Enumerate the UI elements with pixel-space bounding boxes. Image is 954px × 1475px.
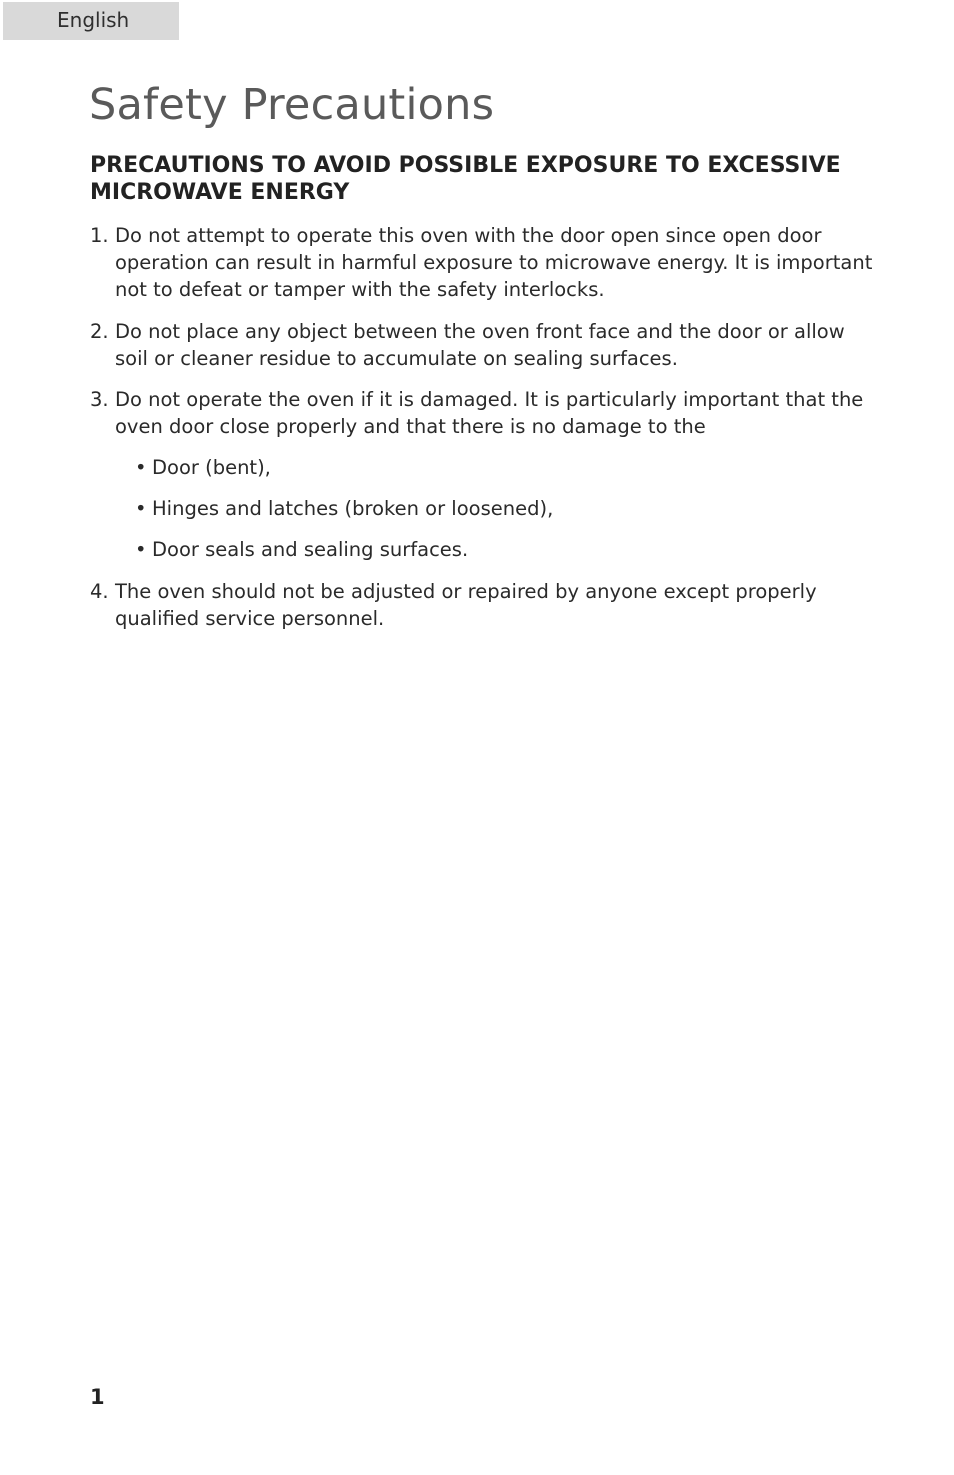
bullet-icon: • [135,497,147,520]
page-title: Safety Precautions [89,80,495,130]
bullet-item-text: Door seals and sealing surfaces. [152,538,469,561]
list-item-text-line: operation can result in harmful exposure to microwave energy. It is important [115,251,873,274]
page-number: 1 [90,1385,105,1409]
bullet-item-seals [135,536,468,563]
list-item-3 [90,386,870,440]
section-heading-line-2: MICROWAVE ENERGY [90,180,350,205]
list-item-text-line: Do not place any object between the oven front face and the door or allow [115,320,845,343]
list-item-text-line: oven door close properly and that there is no damage to the [115,415,706,438]
section-heading [90,152,870,206]
list-item-text-line: soil or cleaner residue to accumulate on sealing surfaces. [115,347,678,370]
bullet-item-door [135,454,271,481]
language-tab: English [3,2,179,40]
list-item-text-line: qualified service personnel. [115,607,385,630]
list-item-number: 1. [90,224,109,247]
list-item-1 [90,222,873,303]
list-item-text-line: not to defeat or tamper with the safety interlocks. [115,278,605,301]
list-item-number: 4. [90,580,109,603]
list-item-4 [90,578,870,632]
list-item-text-line: Do not attempt to operate this oven with the door open since open door [115,224,822,247]
list-item-2 [90,318,870,372]
bullet-item-text: Door (bent), [152,456,271,479]
bullet-icon: • [135,538,147,561]
bullet-item-text: Hinges and latches (broken or loosened), [152,497,554,520]
section-heading-line-1: PRECAUTIONS TO AVOID POSSIBLE EXPOSURE TO EXCESSIVE [90,153,841,178]
list-item-number: 3. [90,388,109,411]
bullet-item-hinges [135,495,553,522]
list-item-text-line: The oven should not be adjusted or repaired by anyone except properly [115,580,817,603]
list-item-number: 2. [90,320,109,343]
bullet-icon: • [135,456,147,479]
list-item-text-line: Do not operate the oven if it is damaged. It is particularly important that the [115,388,864,411]
